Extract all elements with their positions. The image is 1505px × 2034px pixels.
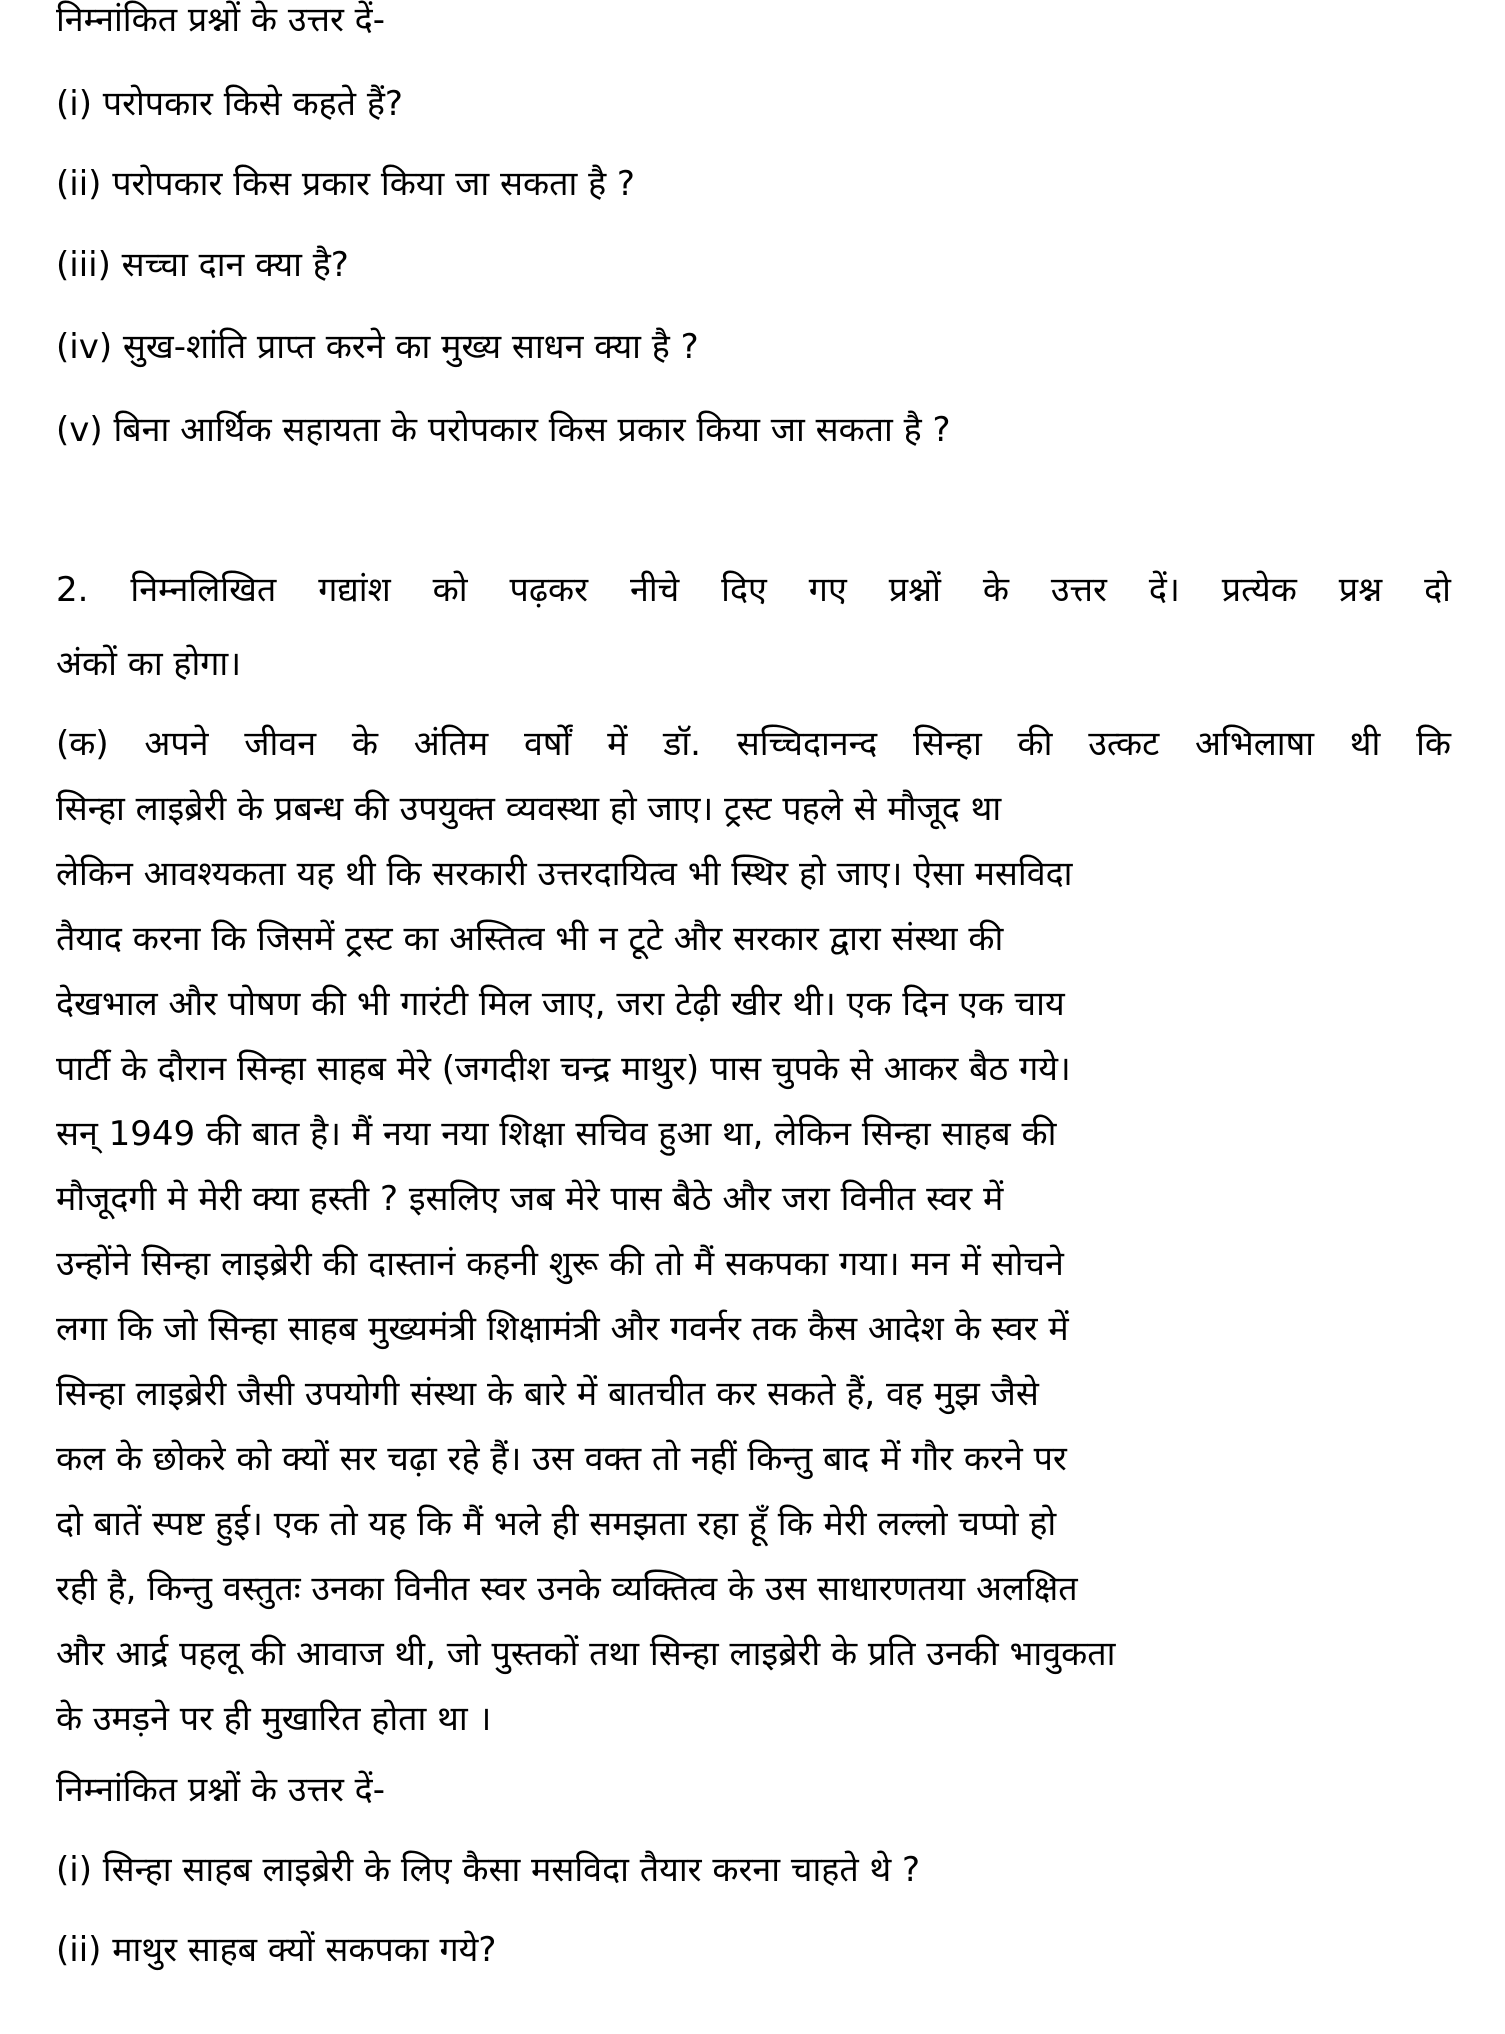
question-1-v: (v) बिना आर्थिक सहायता के परोपकार किस प्रकार किया जा सकता है ?: [56, 410, 951, 450]
section-2-heading-cont: अंकों का होगा।: [56, 644, 242, 684]
passage-line: लगा कि जो सिन्हा साहब मुख्यमंत्री शिक्षामंत्री और गवर्नर तक कैस आदेश के स्वर में: [56, 1309, 1069, 1349]
passage-line: (क) अपने जीवन के अंतिम वर्षों में डॉ. सच्चिदानन्द सिन्हा की उत्कट अभिलाषा थी कि: [56, 724, 1451, 764]
question-1-iii: (iii) सच्चा दान क्या है?: [56, 245, 349, 285]
passage-line: पार्टी के दौरान सिन्हा साहब मेरे (जगदीश चन्द्र माथुर) पास चुपके से आकर बैठ गये।: [56, 1049, 1071, 1089]
passage-line: सिन्हा लाइब्रेरी के प्रबन्ध की उपयुक्त व्यवस्था हो जाए। ट्रस्ट पहले से मौजूद था: [56, 789, 1002, 829]
passage-line: उन्होंने सिन्हा लाइब्रेरी की दास्तानं कहनी शुरू की तो मैं सकपका गया। मन में सोचने: [56, 1244, 1064, 1284]
passage-line: दो बातें स्पष्ट हुई। एक तो यह कि मैं भले ही समझता रहा हूँ कि मेरी लल्लो चप्पो हो: [56, 1504, 1057, 1544]
question-2-i: (i) सिन्हा साहब लाइब्रेरी के लिए कैसा मसविदा तैयार करना चाहते थे ?: [56, 1850, 921, 1890]
passage-line: और आर्द्र पहलू की आवाज थी, जो पुस्तकों तथा सिन्हा लाइब्रेरी के प्रति उनकी भावुकता: [56, 1634, 1116, 1674]
passage-line: कल के छोकरे को क्यों सर चढ़ा रहे हैं। उस वक्त तो नहीं किन्तु बाद में गौर करने पर: [56, 1439, 1067, 1479]
question-1-ii: (ii) परोपकार किस प्रकार किया जा सकता है ?: [56, 164, 635, 204]
passage-line: देखभाल और पोषण की भी गारंटी मिल जाए, जरा टेढ़ी खीर थी। एक दिन एक चाय: [56, 984, 1065, 1024]
passage-line: सिन्हा लाइब्रेरी जैसी उपयोगी संस्था के बारे में बातचीत कर सकते हैं, वह मुझ जैसे: [56, 1374, 1039, 1414]
instruction-2: निम्नांकित प्रश्नों के उत्तर दें-: [56, 1770, 385, 1810]
instruction-1: निम्नांकित प्रश्नों के उत्तर दें-: [56, 0, 385, 40]
passage-line: के उमड़ने पर ही मुखारित होता था ।: [56, 1699, 492, 1739]
passage-line: मौजूदगी मे मेरी क्या हस्ती ? इसलिए जब मेरे पास बैठे और जरा विनीत स्वर में: [56, 1179, 1004, 1219]
passage-line: लेकिन आवश्यकता यह थी कि सरकारी उत्तरदायित्व भी स्थिर हो जाए। ऐसा मसविदा: [56, 854, 1073, 894]
section-2-heading: 2. निम्नलिखित गद्यांश को पढ़कर नीचे दिए गए प्रश्नों के उत्तर दें। प्रत्येक प्रश्न दो: [56, 570, 1451, 610]
passage-line: रही है, किन्तु वस्तुतः उनका विनीत स्वर उनके व्यक्तित्व के उस साधारणतया अलक्षित: [56, 1569, 1078, 1609]
passage-line: सन् 1949 की बात है। मैं नया नया शिक्षा सचिव हुआ था, लेकिन सिन्हा साहब की: [56, 1114, 1057, 1154]
question-1-iv: (iv) सुख-शांति प्राप्त करने का मुख्य साधन क्या है ?: [56, 327, 699, 367]
question-1-i: (i) परोपकार किसे कहते हैं?: [56, 84, 403, 124]
passage-line: तैयाद करना कि जिसमें ट्रस्ट का अस्तित्व भी न टूटे और सरकार द्वारा संस्था की: [56, 919, 1004, 959]
question-2-ii: (ii) माथुर साहब क्यों सकपका गये?: [56, 1930, 497, 1970]
